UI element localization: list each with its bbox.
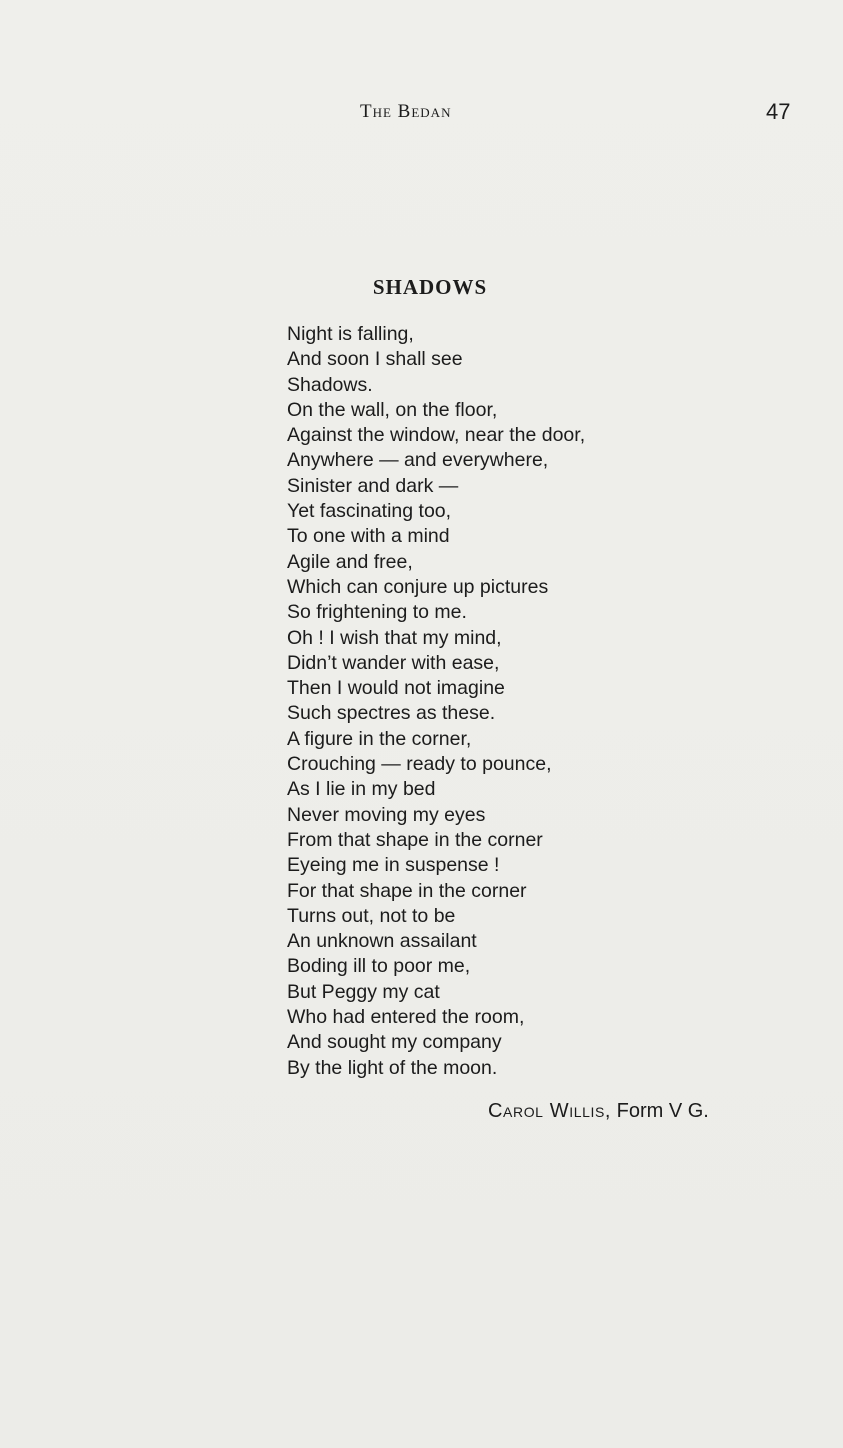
poem-line: Never moving my eyes xyxy=(287,803,486,826)
poem-line: But Peggy my cat xyxy=(287,980,440,1003)
poem-line: Such spectres as these. xyxy=(287,702,496,725)
poem-title: SHADOWS xyxy=(372,275,488,299)
poem-line: Shadows. xyxy=(287,373,373,396)
poem-body xyxy=(287,322,747,1081)
poem-line: So frightening to me. xyxy=(287,601,467,624)
poem-line: Yet fascinating too, xyxy=(287,500,452,523)
poem-line: Turns out, not to be xyxy=(287,904,456,927)
poem-line: Then I would not imagine xyxy=(287,677,505,700)
poem-line: An unknown assailant xyxy=(287,930,477,953)
poem-line: Oh ! I wish that my mind, xyxy=(287,626,502,649)
poem-line: And soon I shall see xyxy=(287,348,463,371)
poem-line: Night is falling, xyxy=(287,323,414,345)
poem-line: Agile and free, xyxy=(287,550,413,573)
poem-line: Boding ill to poor me, xyxy=(287,955,471,978)
poem-line: Sinister and dark — xyxy=(287,474,459,497)
poem-line: Didn’t wander with ease, xyxy=(287,651,500,674)
poem-line: Which can conjure up pictures xyxy=(287,575,549,598)
poem-line: By the light of the moon. xyxy=(287,1056,498,1079)
attribution xyxy=(488,1096,709,1126)
poem-line: A figure in the corner, xyxy=(287,727,472,750)
poem-line: To one with a mind xyxy=(287,525,450,548)
poem-line: For that shape in the corner xyxy=(287,879,527,902)
journal-title: The Bedan xyxy=(360,101,452,122)
poem-line: From that shape in the corner xyxy=(287,828,543,851)
poem-line: Anywhere — and everywhere, xyxy=(287,449,549,472)
author-form: Form V G. xyxy=(616,1100,709,1122)
poem-line: Who had entered the room, xyxy=(287,1006,525,1029)
poem-line: Eyeing me in suspense ! xyxy=(287,854,500,877)
page-number: 47 xyxy=(766,99,791,124)
poem-line: Crouching — ready to pounce, xyxy=(287,753,552,776)
poem-line: As I lie in my bed xyxy=(287,778,436,801)
author-name: Carol Willis, xyxy=(488,1100,612,1122)
running-head xyxy=(0,97,843,127)
poem-line: Against the window, near the door, xyxy=(287,424,586,447)
poem-line: On the wall, on the floor, xyxy=(287,398,498,421)
poem-line: And sought my company xyxy=(287,1031,502,1054)
